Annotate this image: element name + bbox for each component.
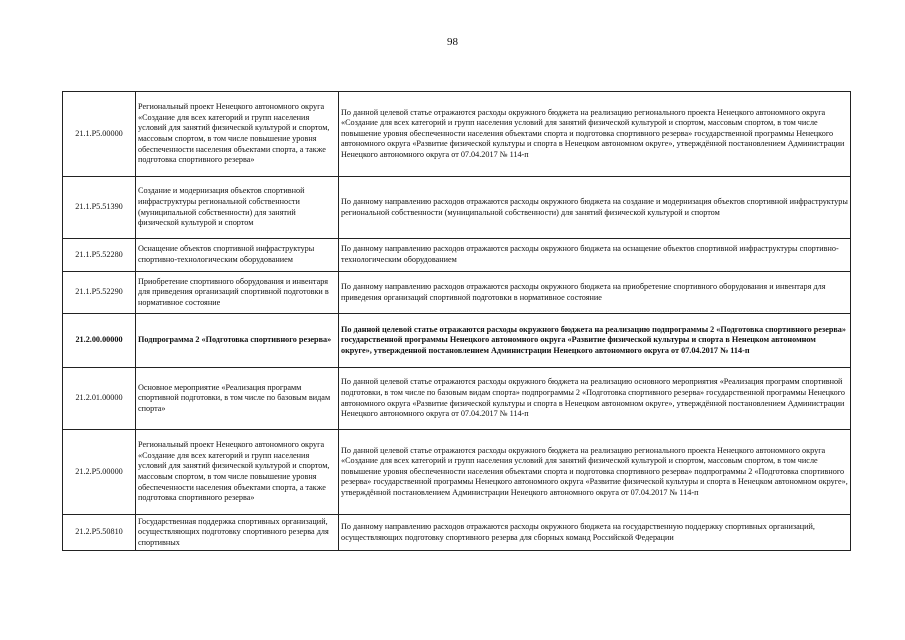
table-body [63,92,851,551]
table-row [63,368,851,430]
target-article-name: Основное мероприятие «Реализация программ спортивной подготовки, в том числе по базовым видам спорта» [136,368,339,430]
target-article-name: Оснащение объектов спортивной инфраструктуры спортивно-технологическим оборудованием [136,239,339,272]
target-article-code: 21.2.01.00000 [63,368,136,430]
target-article-description: По данному направлению расходов отражаются расходы окружного бюджета на приобретение спортивного оборудования и инвентаря для приведения организаций спортивной подготовки в нормативное состояние [339,272,851,314]
table-row [63,177,851,239]
target-article-description: По данной целевой статье отражаются расходы окружного бюджета на реализацию подпрограммы 2 «Подготовка спортивного резерва» государственной программы Ненецкого автономного округа «Развитие физической культуры и спорта в Ненецком автономном округе», утвержденной постановлением Администрации Ненецкого автономного округа от 07.04.2017 № 114-п [339,314,851,368]
target-article-code: 21.2.P5.00000 [63,430,136,515]
page-number: 98 [447,36,458,48]
target-article-name: Региональный проект Ненецкого автономного округа «Создание для всех категорий и групп населения условий для занятий физической культурой и спортом, массовым спортом, в том числе повышение уровня обеспеченности населения объектами спорта, а также подготовка спортивного резерва» [136,430,339,515]
target-article-name: Региональный проект Ненецкого автономного округа «Создание для всех категорий и групп населения условий для занятий физической культурой и спортом, массовым спортом, в том числе повышение уровня обеспеченности населения объектами спорта, а также подготовка спортивного резерва» [136,92,339,177]
table-row [63,515,851,551]
target-article-description: По данной целевой статье отражаются расходы окружного бюджета на реализацию основного мероприятия «Реализация программ спортивной подготовки, в том числе по базовым видам спорта» подпрограммы 2 «Подготовка спортивного резерва» государственной программы Ненецкого автономного округа «Развитие физической культуры и спорта в Ненецком автономном округе», утверждённой постановлением Администрации Ненецкого автономного округа от 07.04.2017 № 114-п [339,368,851,430]
target-article-name: Приобретение спортивного оборудования и инвентаря для приведения организаций спортивной подготовки в нормативное состояние [136,272,339,314]
target-article-description: По данному направлению расходов отражаются расходы окружного бюджета на оснащение объектов спортивной инфраструктуры спортивно-технологическим оборудованием [339,239,851,272]
target-article-code: 21.2.00.00000 [63,314,136,368]
target-article-description: По данной целевой статье отражаются расходы окружного бюджета на реализацию регионального проекта Ненецкого автономного округа «Создание для всех категорий и групп населения условий для занятий физической культурой и спортом, массовым спортом, в том числе повышение уровня обеспеченности населения объектами спорта и подготовка спортивного резерва» государственной программы Ненецкого автономного округа «Развитие физической культуры и спорта в Ненецком автономном округе», утверждённой постановлением Администрации Ненецкого автономного округа от 07.04.2017 № 114-п [339,92,851,177]
table-row [63,272,851,314]
table-row [63,314,851,368]
table-row [63,430,851,515]
target-article-code: 21.1.P5.51390 [63,177,136,239]
table-row [63,239,851,272]
target-article-name: Государственная поддержка спортивных организаций, осуществляющих подготовку спортивного резерва для спортивных [136,515,339,551]
target-article-code: 21.1.P5.52290 [63,272,136,314]
target-article-description: По данной целевой статье отражаются расходы окружного бюджета на реализацию регионального проекта Ненецкого автономного округа «Создание для всех категорий и групп населения условий для занятий физической культурой и спортом, массовым спортом, в том числе повышение уровня обеспеченности населения объектами спорта и подготовка спортивного резерва» подпрограммы 2 «Подготовка спортивного резерва» государственной программы Ненецкого автономного округа «Развитие физической культуры и спорта в Ненецком автономном округе», утверждённой постановлением Администрации Ненецкого автономного округа от 07.04.2017 № 114-п [339,430,851,515]
budget-classification-table [62,91,851,551]
target-article-code: 21.1.P5.52280 [63,239,136,272]
target-article-code: 21.1.P5.00000 [63,92,136,177]
target-article-code: 21.2.P5.50810 [63,515,136,551]
target-article-description: По данному направлению расходов отражаются расходы окружного бюджета на создание и модернизация объектов спортивной инфраструктуры региональной собственности (муниципальной собственности) для занятий физической культурой и спортом [339,177,851,239]
target-article-description: По данному направлению расходов отражаются расходы окружного бюджета на государственную поддержку спортивных организаций, осуществляющих подготовку спортивного резерва для сборных команд Российской Федерации [339,515,851,551]
table-row [63,92,851,177]
target-article-name: Создание и модернизация объектов спортивной инфраструктуры региональной собственности (муниципальной собственности) для занятий физической культурой и спортом [136,177,339,239]
target-article-name: Подпрограмма 2 «Подготовка спортивного резерва» [136,314,339,368]
